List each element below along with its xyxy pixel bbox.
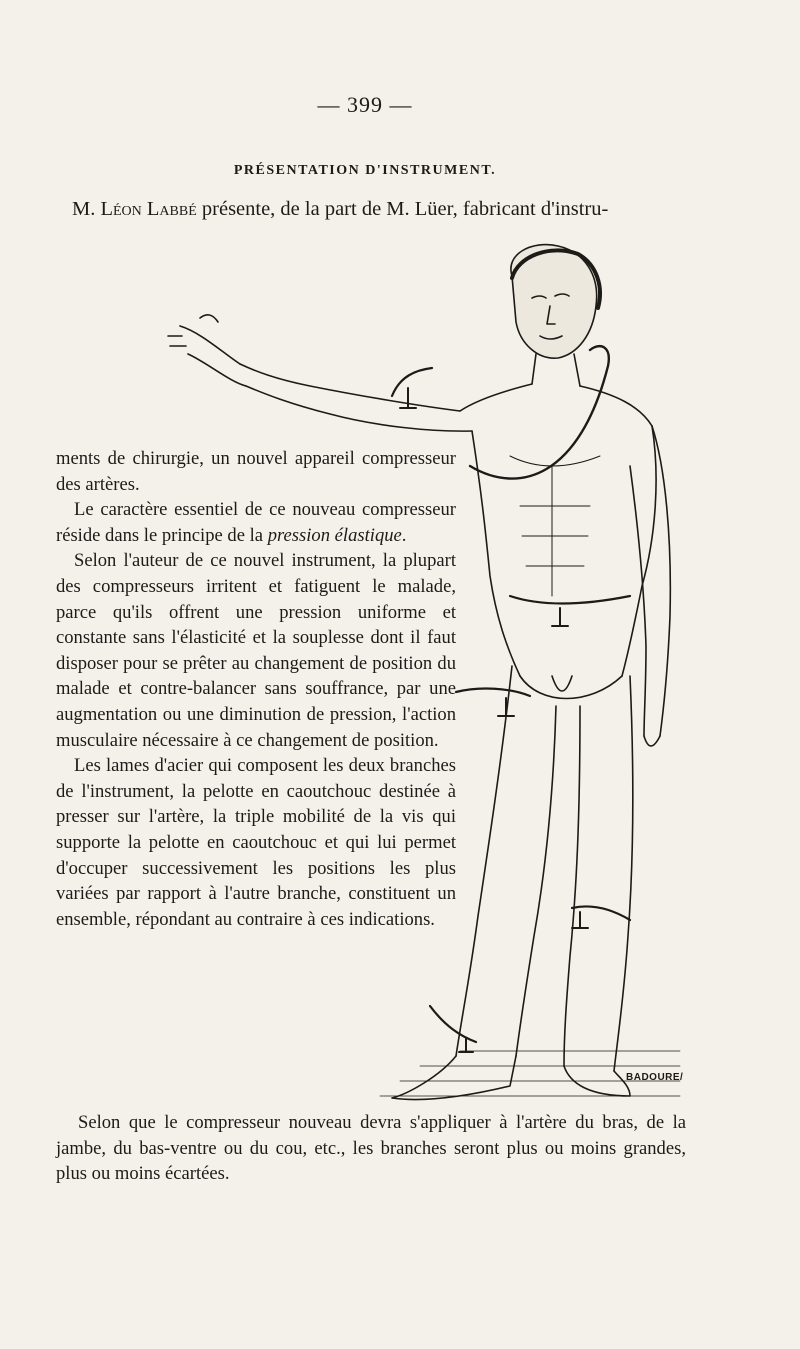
paragraph-2-end: . xyxy=(401,524,407,546)
engraver-signature: BADOURE/ xyxy=(626,1072,684,1083)
opening-prefix: M. xyxy=(72,198,101,220)
section-heading: PRÉSENTATION D'INSTRUMENT. xyxy=(233,163,497,178)
paragraph-2-italic: pression élastique xyxy=(267,524,402,546)
paragraph-4: Les lames d'acier qui composent les deux branches de l'instrument, la pelotte en caoutchouc destinée à presser sur l'artère, la triple mobilité de la vis qui supporte la pelotte en caoutchouc et qui lui permet d'occuper successivement les positions les plus variées par rapport à l'autre branche, constituent un ensemble, répondant au contraire à ces indications. xyxy=(56,755,456,930)
paragraph-1: ments de chirurgie, un nouvel appareil compresseur des artères. xyxy=(56,448,456,495)
opening-line xyxy=(72,198,682,221)
page-number: — 399 — xyxy=(317,92,413,117)
paragraph-2 xyxy=(56,497,456,548)
full-width-text xyxy=(56,1110,686,1187)
paragraph-3: Selon l'auteur de ce nouvel instrument, la plupart des compresseurs irritent et fatiguent le malade, parce qu'ils offrent une pression uniforme et constante sans l'élasticité et la souplesse dont il faut disposer pour se prêter au changement de position du malade et contre-balancer sans souffrance, par une augmentation ou une diminution de pression, l'action musculaire nécessaire à ce changement de position. xyxy=(56,550,456,751)
text-column xyxy=(56,446,456,932)
paragraph-5: Selon que le compresseur nouveau devra s'appliquer à l'artère du bras, de la jambe, du bas-ventre ou du cou, etc., les branches seront plus ou moins grandes, plus ou moins écartées. xyxy=(56,1112,686,1185)
paragraph-2-text: Le caractère essentiel de ce nouveau compresseur réside dans le principe de la xyxy=(56,499,456,546)
opening-rest: présente, de la part de M. Lüer, fabricant d'instru- xyxy=(196,198,609,220)
author-name: Léon Labbé xyxy=(100,198,197,220)
